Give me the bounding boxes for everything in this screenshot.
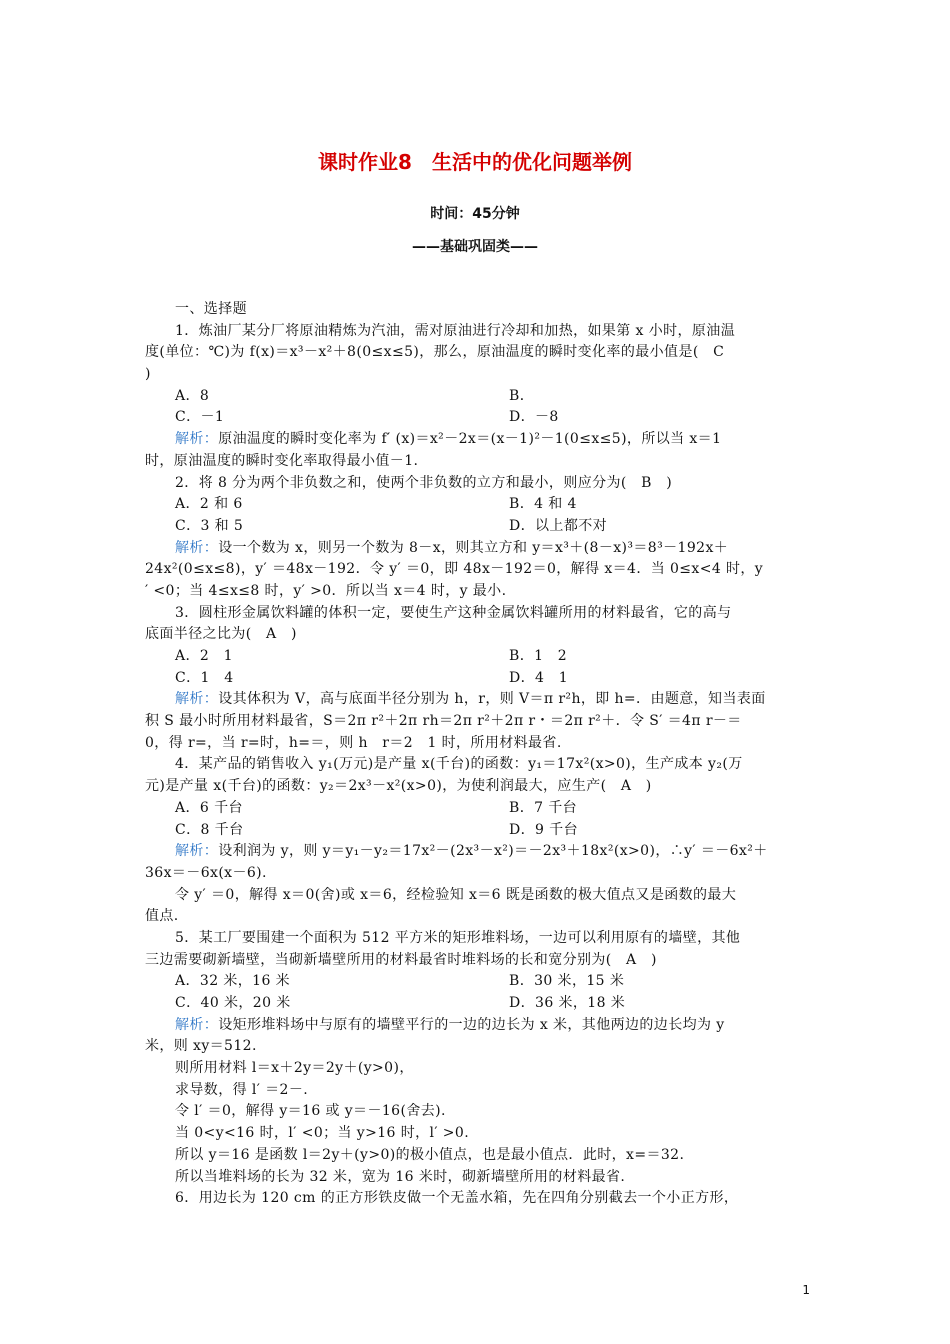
questions-body xyxy=(145,299,805,1210)
options-row xyxy=(145,407,805,429)
solution-line: 所以 y＝16 是函数 l＝2y＋(y>0)的极小值点，也是最小值点．此时，x=＝32. xyxy=(175,1146,685,1163)
solution-line: 值点. xyxy=(145,908,179,925)
options-row xyxy=(145,798,805,820)
solution-line: 积 S 最小时所用材料最省，S＝2π r²＋2π rh＝2π r²＋2π r・＝2π r²＋．令 S′ ＝4π r－＝ xyxy=(145,713,742,730)
page-number: 1 xyxy=(802,1283,810,1297)
option-b: B．4 和 4 xyxy=(509,496,577,513)
option-d: D．36 米，18 米 xyxy=(509,995,626,1011)
question-4-line: 元)是产量 x(千台)的函数：y₂＝2x³－x²(x>0)，为使利润最大，应生产( A ) xyxy=(145,778,652,795)
option-a: A．2 1 xyxy=(175,648,233,664)
options-row xyxy=(145,668,805,690)
options-row xyxy=(145,516,805,538)
question-1-line: ) xyxy=(145,366,151,383)
solution-line: 解析：设其体积为 V，高与底面半径分别为 h，r，则 V＝π r²h，即 h=．由题意，知当表面 xyxy=(175,691,766,708)
solution-line: 0，得 r=，当 r=时，h=＝，则 h r＝2 1 时，所用材料最省. xyxy=(145,734,562,751)
page-title: 课时作业8 生活中的优化问题举例 xyxy=(318,150,632,174)
option-a: A．8 xyxy=(175,387,210,404)
question-5-line: 5．某工厂要围建一个面积为 512 平方米的矩形堆料场，一边可以利用原有的墙壁，其他 xyxy=(175,929,741,946)
solution-line: 24x²(0≤x≤8)，y′ ＝48x－192．令 y′ ＝0，即 48x－192＝0，解得 x＝4．当 0≤x<4 时，y xyxy=(145,561,764,578)
solution-line: 解析：设矩形堆料场中与原有的墙壁平行的一边的边长为 x 米，其他两边的边长均为 y xyxy=(175,1016,725,1033)
question-2-line: 2．将 8 分为两个非负数之和，使两个非负数的立方和最小，则应分为( B ) xyxy=(175,474,673,491)
option-c: C．3 和 5 xyxy=(175,517,244,534)
solution-line: 当 0<y<16 时，l′ <0；当 y>16 时，l′ >0. xyxy=(175,1125,470,1142)
solution-label: 解析： xyxy=(175,1016,219,1033)
question-5-line: 三边需要砌新墙壁，当砌新墙壁所用的材料最省时堆料场的长和宽分别为( A ) xyxy=(145,951,657,968)
question-1-line: 1．炼油厂某分厂将原油精炼为汽油，需对原油进行冷却和加热，如果第 x 小时，原油温 xyxy=(175,322,736,339)
question-6-line: 6．用边长为 120 cm 的正方形铁皮做一个无盖水箱，先在四角分别截去一个小正方形， xyxy=(175,1190,739,1207)
time-limit: 时间：45分钟 xyxy=(430,206,520,222)
option-b: B．7 千台 xyxy=(509,799,578,816)
solution-line: 令 l′ ＝0，解得 y＝16 或 y＝－16(舍去). xyxy=(175,1103,446,1120)
question-3-line: 3．圆柱形金属饮料罐的体积一定，要使生产这种金属饮料罐所用的材料最省，它的高与 xyxy=(175,604,732,621)
options-row xyxy=(145,386,805,408)
question-1-line: 度(单位：℃)为 f(x)＝x³－x²＋8(0≤x≤5)，那么，原油温度的瞬时变化率的最小值是( C xyxy=(145,344,725,361)
option-a: A．32 米，16 米 xyxy=(175,973,291,990)
options-row xyxy=(145,646,805,668)
solution-line: 米，则 xy＝512. xyxy=(145,1038,257,1055)
option-a: A．6 千台 xyxy=(175,799,243,816)
options-row xyxy=(145,820,805,842)
option-c: C．－1 xyxy=(175,409,225,426)
solution-line: 解析：设利润为 y，则 y＝y₁－y₂＝17x²－(2x³－x²)＝－2x³＋18x²(x>0)，∴y′ ＝－6x²＋ xyxy=(175,843,768,860)
option-b: B． xyxy=(509,387,535,404)
options-row xyxy=(145,993,805,1015)
option-b: B．1 2 xyxy=(509,648,568,664)
option-d: D．以上都不对 xyxy=(509,517,608,534)
options-row xyxy=(145,494,805,516)
option-d: D．9 千台 xyxy=(509,821,578,838)
solution-label: 解析： xyxy=(175,539,219,556)
solution-line: 时，原油温度的瞬时变化率取得最小值－1. xyxy=(145,452,419,469)
option-c: C．8 千台 xyxy=(175,821,244,838)
solution-line: 36x＝－6x(x－6). xyxy=(145,864,267,881)
question-type-heading: 一、选择题 xyxy=(175,301,247,317)
option-c: C．1 4 xyxy=(175,669,234,686)
solution-line: 求导数，得 l′ ＝2－. xyxy=(175,1081,309,1098)
option-c: C．40 米，20 米 xyxy=(175,995,291,1011)
options-row xyxy=(145,971,805,993)
solution-label: 解析： xyxy=(175,843,219,860)
solution-line: 令 y′ ＝0，解得 x＝0(舍)或 x＝6，经检验知 x＝6 既是函数的极大值点又是函数的最大 xyxy=(175,886,737,903)
question-3-line: 底面半径之比为( A ) xyxy=(145,626,297,643)
solution-line: 解析：原油温度的瞬时变化率为 f′ (x)＝x²－2x＝(x－1)²－1(0≤x≤5)，所以当 x＝1 xyxy=(175,431,722,448)
option-d: D．－8 xyxy=(509,409,559,426)
option-d: D．4 1 xyxy=(509,669,569,686)
solution-line: ′ <0；当 4≤x≤8 时，y′ >0．所以当 x＝4 时，y 最小. xyxy=(145,582,507,599)
solution-line: 所以当堆料场的长为 32 米，宽为 16 米时，砌新墙壁所用的材料最省. xyxy=(175,1168,626,1185)
solution-line: 则所用材料 l＝x＋2y＝2y＋(y>0)， xyxy=(175,1060,414,1077)
question-4-line: 4．某产品的销售收入 y₁(万元)是产量 x(千台)的函数：y₁＝17x²(x>0)，生产成本 y₂(万 xyxy=(175,756,743,773)
option-b: B．30 米，15 米 xyxy=(509,973,625,990)
solution-label: 解析： xyxy=(175,691,219,708)
solution-line: 解析：设一个数为 x，则另一个数为 8－x，则其立方和 y＝x³＋(8－x)³＝8³－192x＋ xyxy=(175,539,729,556)
solution-label: 解析： xyxy=(175,431,219,448)
section-heading: ——基础巩固类—— xyxy=(412,239,538,255)
option-a: A．2 和 6 xyxy=(175,496,243,513)
